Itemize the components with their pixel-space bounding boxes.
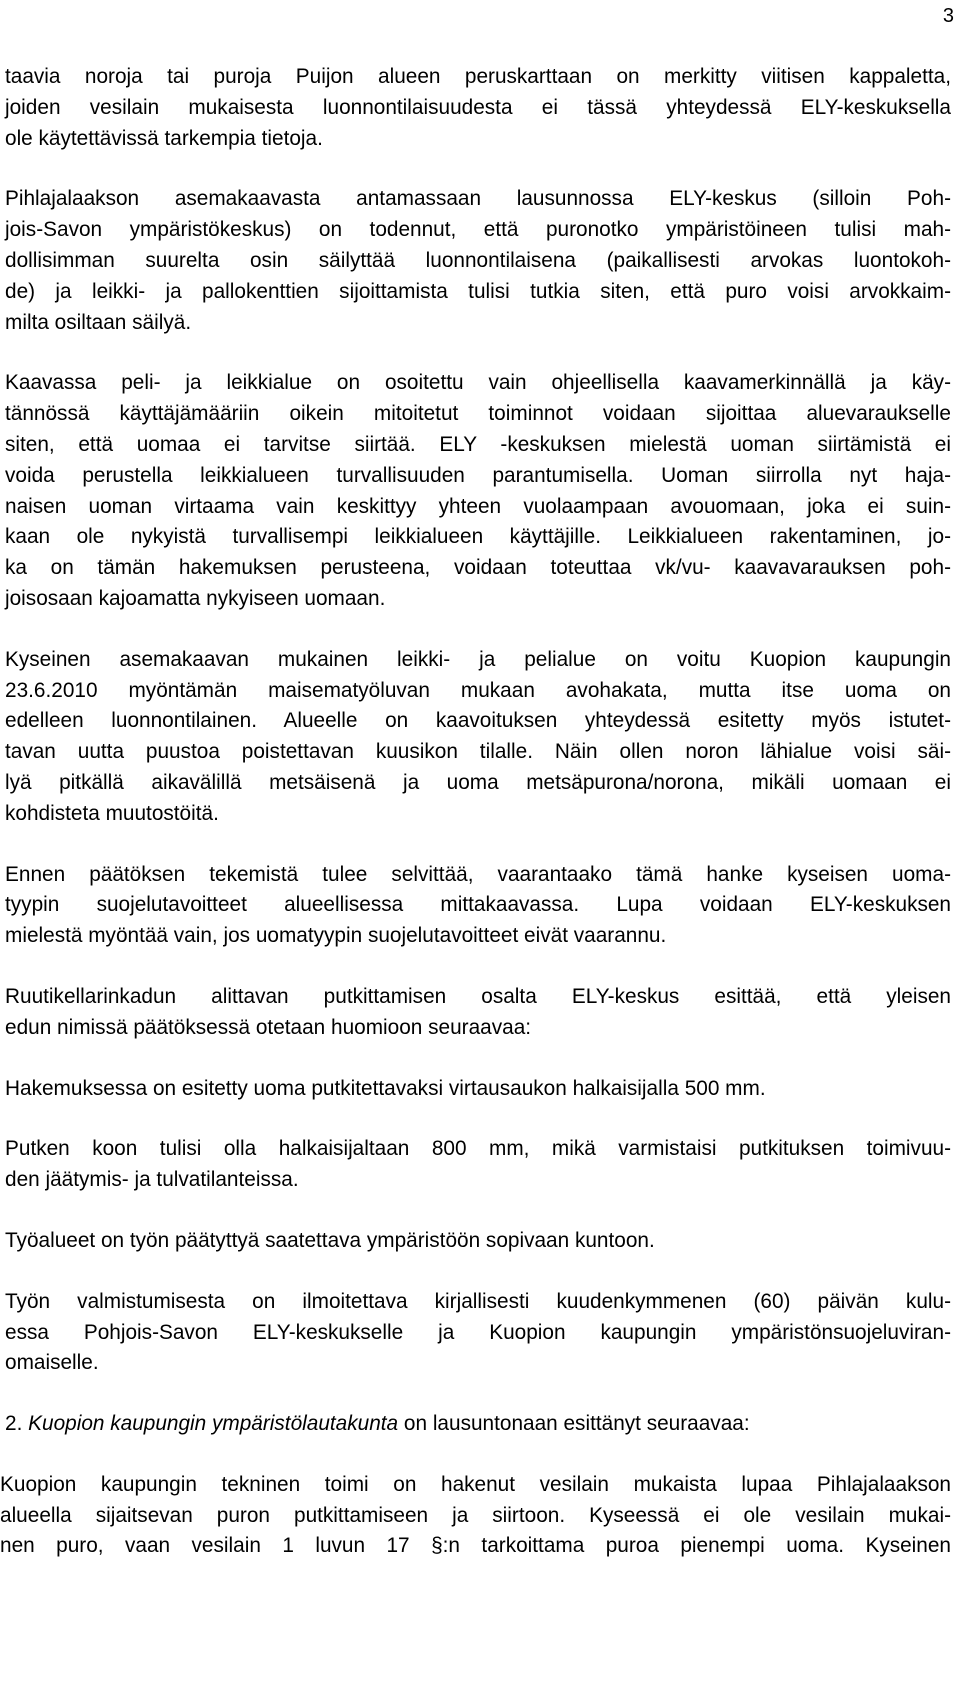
text-line: Kyseinen asemakaavan mukainen leikki- ja pelialue on voitu Kuopion kaupungin bbox=[5, 647, 951, 671]
text-line: joiden vesilain mukaisesta luonnontilaisuudesta ei tässä yhteydessä ELY-keskuksella bbox=[5, 95, 951, 119]
text-line bbox=[5, 1409, 951, 1440]
text-line: kaan ole nykyistä turvallisempi leikkialueen käyttäjille. Leikkialueen rakentaminen, jo- bbox=[5, 525, 951, 549]
text-line: mielestä myöntää vain, jos uomatyypin suojelutavoitteet eivät vaarannu. bbox=[5, 924, 667, 948]
text-line: Pihlajalaakson asemakaavasta antamassaan lausunnossa ELY-keskus (silloin Poh- bbox=[5, 187, 951, 211]
text-line: Kuopion kaupungin tekninen toimi on hakenut vesilain mukaista lupaa Pihlajalaakson bbox=[0, 1472, 951, 1496]
text-line: tavan uutta puustoa poistettavan kuusikon tilalle. Näin ollen noron lähialue voisi säi- bbox=[5, 740, 951, 764]
paragraph-1 bbox=[5, 62, 951, 154]
text-line: Työn valmistumisesta on ilmoitettava kirjallisesti kuudenkymmenen (60) päivän kulu- bbox=[5, 1289, 951, 1313]
text-line: ole käytettävissä tarkempia tietoja. bbox=[5, 126, 323, 150]
text-line: edelleen luonnontilainen. Alueelle on kaavoituksen yhteydessä esitetty myös istutet- bbox=[5, 709, 951, 733]
text-line: 23.6.2010 myöntämän maisematyöluvan mukaan avohakata, mutta itse uoma on bbox=[5, 678, 951, 702]
text-line: Ennen päätöksen tekemistä tulee selvittää, vaarantaako tämä hanke kyseisen uoma- bbox=[5, 862, 951, 886]
paragraph-8 bbox=[5, 1134, 951, 1196]
text-line: Hakemuksessa on esitetty uoma putkitettavaksi virtausaukon halkaisijalla 500 mm. bbox=[5, 1076, 766, 1100]
paragraph-4 bbox=[5, 645, 951, 830]
text-line: Kaavassa peli- ja leikkialue on osoitettu vain ohjeellisella kaavamerkinnällä ja käy- bbox=[5, 371, 951, 395]
text-line: de) ja leikki- ja pallokenttien sijoittamista tulisi tutkia siten, että puro voisi arvokkaim- bbox=[5, 279, 951, 303]
text-line: tyypin suojelutavoitteet alueellisessa mittakaavassa. Lupa voidaan ELY-keskuksen bbox=[5, 893, 951, 917]
text-line: dollisimman suurelta osin säilyttää luonnontilaisena (paikallisesti arvokas luontokoh- bbox=[5, 248, 951, 272]
paragraph-final bbox=[0, 1470, 951, 1562]
text-line: essa Pohjois-Savon ELY-keskukselle ja Kuopion kaupungin ympäristönsuojeluviran- bbox=[5, 1320, 951, 1344]
text-line: milta osiltaan säilyä. bbox=[5, 310, 192, 334]
paragraph-6 bbox=[5, 982, 951, 1044]
text-line: kohdisteta muutostöitä. bbox=[5, 801, 219, 825]
paragraph-10 bbox=[5, 1287, 951, 1379]
text-line: siten, että uomaa ei tarvitse siirtää. ELY -keskuksen mielestä uoman siirtämistä ei bbox=[5, 432, 951, 456]
heading-italic-text: Kuopion kaupungin ympäristölautakunta bbox=[28, 1412, 399, 1436]
text-line: taavia noroja tai puroja Puijon alueen peruskarttaan on merkitty viitisen kappaletta, bbox=[5, 65, 951, 88]
paragraph-5 bbox=[5, 860, 951, 952]
text-line: tännössä käyttäjämääriin oikein mitoitetut toiminnot voidaan sijoittaa aluevaraukselle bbox=[5, 402, 951, 426]
text-line: omaiselle. bbox=[5, 1351, 99, 1375]
heading-rest-text: on lausuntonaan esittänyt seuraavaa: bbox=[398, 1412, 750, 1436]
text-line: nen puro, vaan vesilain 1 luvun 17 §:n tarkoittama puroa pienempi uoma. Kyseinen bbox=[0, 1534, 951, 1558]
paragraph-3 bbox=[5, 368, 951, 614]
paragraph-2 bbox=[5, 184, 951, 338]
text-line: Ruutikellarinkadun alittavan putkittamisen osalta ELY-keskus esittää, että yleisen bbox=[5, 984, 951, 1008]
text-line: Putken koon tulisi olla halkaisijaltaan 800 mm, mikä varmistaisi putkituksen toimivuu- bbox=[5, 1137, 951, 1161]
text-line: voida perustella leikkialueen turvallisuuden parantumisella. Uoman siirrolla nyt haja- bbox=[5, 463, 951, 487]
heading-number: 2. bbox=[5, 1412, 23, 1436]
text-line: joisosaan kajoamatta nykyiseen uomaan. bbox=[5, 586, 386, 610]
text-line: den jäätymis- ja tulvatilanteissa. bbox=[5, 1168, 299, 1192]
text-line: edun nimissä päätöksessä otetaan huomioon seuraavaa: bbox=[5, 1015, 532, 1039]
paragraph-7 bbox=[5, 1074, 951, 1105]
section-heading bbox=[5, 1409, 951, 1440]
text-line: naisen uoman virtaama vain keskittyy yhteen vuolaampaan avouomaan, joka ei suin- bbox=[5, 494, 951, 518]
text-line: ka on tämän hakemuksen perusteena, voidaan toteuttaa vk/vu- kaavavarauksen poh- bbox=[5, 556, 951, 580]
text-line: Työalueet on työn päätyttyä saatettava ympäristöön sopivaan kuntoon. bbox=[5, 1228, 655, 1252]
text-line: lyä pitkällä aikavälillä metsäisenä ja uoma metsäpurona/norona, mikäli uomaan ei bbox=[5, 770, 951, 794]
paragraph-9 bbox=[5, 1226, 951, 1257]
page-number: 3 bbox=[942, 5, 954, 27]
text-line: alueella sijaitsevan puron putkittamiseen ja siirtoon. Kyseessä ei ole vesilain mukai- bbox=[0, 1503, 951, 1527]
document-body bbox=[0, 62, 951, 1562]
text-line: jois-Savon ympäristökeskus) on todennut, että puronotko ympäristöineen tulisi mah- bbox=[5, 218, 951, 242]
